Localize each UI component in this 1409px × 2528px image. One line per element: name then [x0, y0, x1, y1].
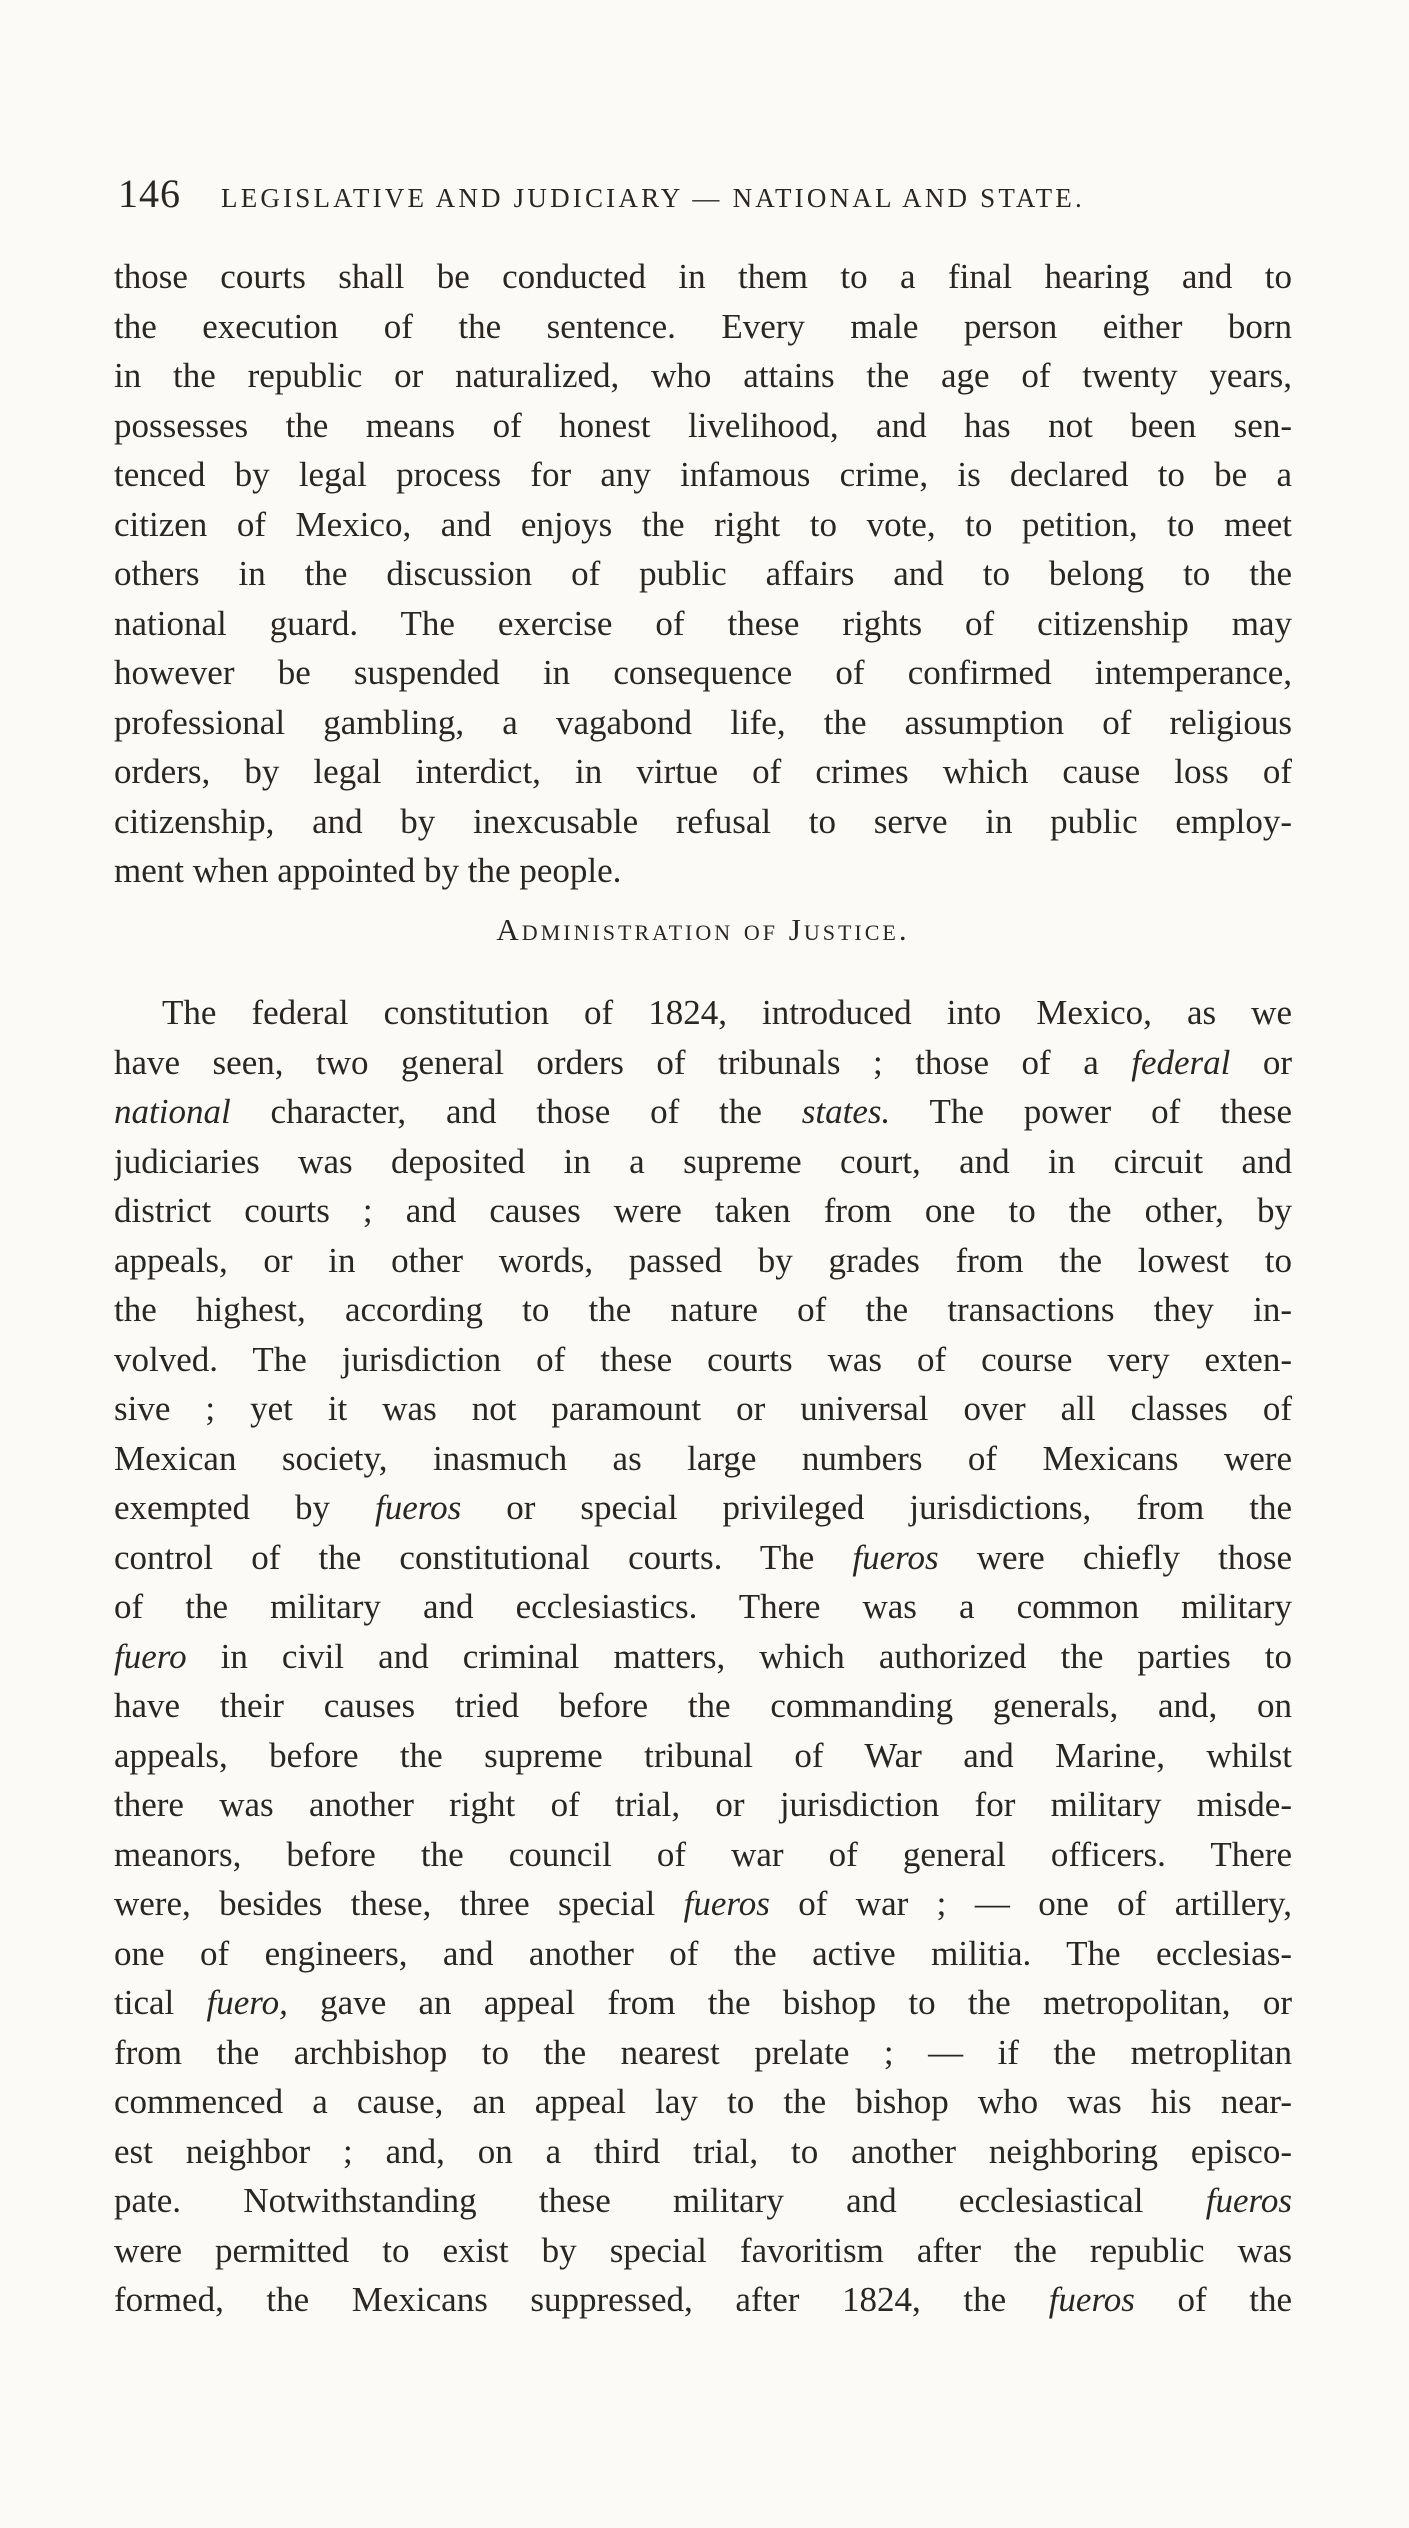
text-span: appeals, or in other words, passed by grades from the lowest to — [114, 1240, 1292, 1280]
text-line: the execution of the sentence. Every male person either born — [114, 306, 1292, 346]
text-span: or special privileged jurisdictions, from the — [461, 1488, 1292, 1527]
italic-term: national — [114, 1092, 231, 1131]
text-line: tenced by legal process for any infamous crime, is declared to be a — [114, 455, 1292, 494]
text-line — [114, 1533, 1292, 1583]
text-span: of the military and ecclesiastics. There was a common military — [114, 1587, 1292, 1626]
text-span: the highest, according to the nature of the transactions they in- — [114, 1290, 1292, 1329]
text-span: appeals, before the supreme tribunal of War and Marine, whilst — [114, 1735, 1292, 1775]
text-span: tical — [114, 1983, 207, 2022]
text-span: formed, the Mexicans suppressed, after 1824, the — [114, 2280, 1049, 2319]
text-span: were permitted to exist by special favoritism after the republic was — [114, 2230, 1292, 2270]
italic-term: fueros — [683, 1884, 770, 1923]
text-line: citizenship, and by inexcusable refusal to serve in public employ- — [114, 801, 1292, 841]
text-span: from the archbishop to the nearest prelate ; — if the metroplitan — [114, 2032, 1292, 2072]
paragraph-citizenship — [114, 252, 1292, 896]
italic-term: fueros — [1048, 2280, 1135, 2319]
text-line — [114, 1582, 1292, 1632]
text-span: sive ; yet it was not paramount or universal over all classes of — [114, 1389, 1292, 1428]
text-span: district courts ; and causes were taken from one to the other, by — [114, 1191, 1292, 1230]
running-head-title: LEGISLATIVE AND JUDICIARY — NATIONAL AND STATE. — [221, 183, 1085, 213]
text-line — [114, 2127, 1292, 2177]
italic-term: fueros — [375, 1488, 462, 1527]
text-line — [114, 1087, 1292, 1137]
text-span: of the — [1134, 2280, 1292, 2319]
text-line: in the republic or naturalized, who attains the age of twenty years, — [114, 356, 1292, 395]
text-line: ment when appointed by the people. — [114, 851, 622, 890]
text-span: judiciaries was deposited in a supreme court, and in circuit and — [114, 1141, 1292, 1181]
text-line — [114, 2028, 1292, 2078]
text-line — [114, 1335, 1292, 1385]
text-span: have seen, two general orders of tribunals ; those of a — [114, 1042, 1132, 1082]
italic-term: fueros — [852, 1537, 939, 1577]
text-line — [114, 2226, 1292, 2276]
text-span: control of the constitutional courts. The — [114, 1537, 853, 1577]
text-line: possesses the means of honest livelihood, and has not been sen- — [114, 405, 1292, 445]
text-line — [114, 1830, 1292, 1880]
text-line — [114, 1929, 1292, 1979]
paragraph-justice — [114, 988, 1292, 2325]
text-line: however be suspended in consequence of confirmed intemperance, — [114, 653, 1292, 692]
text-line: orders, by legal interdict, in virtue of crimes which cause loss of — [114, 752, 1292, 791]
text-line — [114, 1780, 1292, 1830]
page-number: 146 — [118, 171, 181, 216]
italic-term: fuero, — [206, 1983, 288, 2022]
italic-term: federal — [1131, 1042, 1231, 1082]
text-span: there was another right of trial, or jurisdiction for military misde- — [114, 1785, 1292, 1824]
text-span: have their causes tried before the commanding generals, and, on — [114, 1686, 1292, 1725]
text-line — [114, 1731, 1292, 1781]
text-span: Mexican society, inasmuch as large numbers of Mexicans were — [114, 1438, 1292, 1478]
text-line: those courts shall be conducted in them to a final hearing and to — [114, 257, 1292, 296]
text-line — [114, 1879, 1292, 1929]
section-heading: Administration of Justice. — [496, 912, 910, 947]
text-span: commenced a cause, an appeal lay to the bishop who was his near- — [114, 2082, 1292, 2121]
text-span: one of engineers, and another of the active militia. The ecclesias- — [114, 1933, 1292, 1973]
text-line — [114, 1038, 1292, 1088]
text-line — [114, 1236, 1292, 1286]
text-line — [114, 2077, 1292, 2127]
text-span: or — [1230, 1042, 1292, 1082]
text-line — [114, 2176, 1292, 2226]
text-line: citizen of Mexico, and enjoys the right to vote, to petition, to meet — [114, 504, 1292, 544]
text-line — [114, 1434, 1292, 1484]
text-line: national guard. The exercise of these rights of citizenship may — [114, 603, 1292, 643]
text-span: The power of these — [890, 1092, 1292, 1131]
text-line — [114, 1483, 1292, 1533]
text-line — [114, 1186, 1292, 1236]
running-header — [118, 170, 1298, 220]
text-line — [114, 1681, 1292, 1731]
text-line — [114, 1137, 1292, 1187]
text-span: meanors, before the council of war of general officers. There — [114, 1834, 1292, 1874]
text-span: in civil and criminal matters, which authorized the parties to — [186, 1636, 1292, 1676]
text-span: gave an appeal from the bishop to the metropolitan, or — [287, 1983, 1292, 2022]
text-line — [114, 988, 1292, 1038]
text-span: exempted by — [114, 1488, 376, 1527]
text-line: professional gambling, a vagabond life, the assumption of religious — [114, 702, 1292, 742]
italic-term: fueros — [1205, 2181, 1292, 2220]
text-line — [114, 1384, 1292, 1434]
text-span: est neighbor ; and, on a third trial, to another neighboring episco- — [114, 2131, 1292, 2171]
text-line — [114, 1285, 1292, 1335]
italic-term: fuero — [114, 1636, 187, 1676]
text-line — [114, 1978, 1292, 2028]
text-line: others in the discussion of public affairs and to belong to the — [114, 554, 1292, 593]
text-line — [114, 1632, 1292, 1682]
text-span: pate. Notwithstanding these military and ecclesiastical — [114, 2181, 1206, 2220]
text-span: The federal constitution of 1824, introduced into Mexico, as we — [162, 993, 1292, 1032]
text-span: character, and those of the — [230, 1092, 802, 1131]
text-span: were, besides these, three special — [114, 1884, 684, 1923]
text-line — [114, 2275, 1292, 2325]
italic-term: states. — [801, 1092, 891, 1131]
text-span: volved. The jurisdiction of these courts was of course very exten- — [114, 1339, 1292, 1379]
text-span: were chiefly those — [938, 1537, 1292, 1577]
text-span: of war ; — one of artillery, — [769, 1884, 1292, 1923]
